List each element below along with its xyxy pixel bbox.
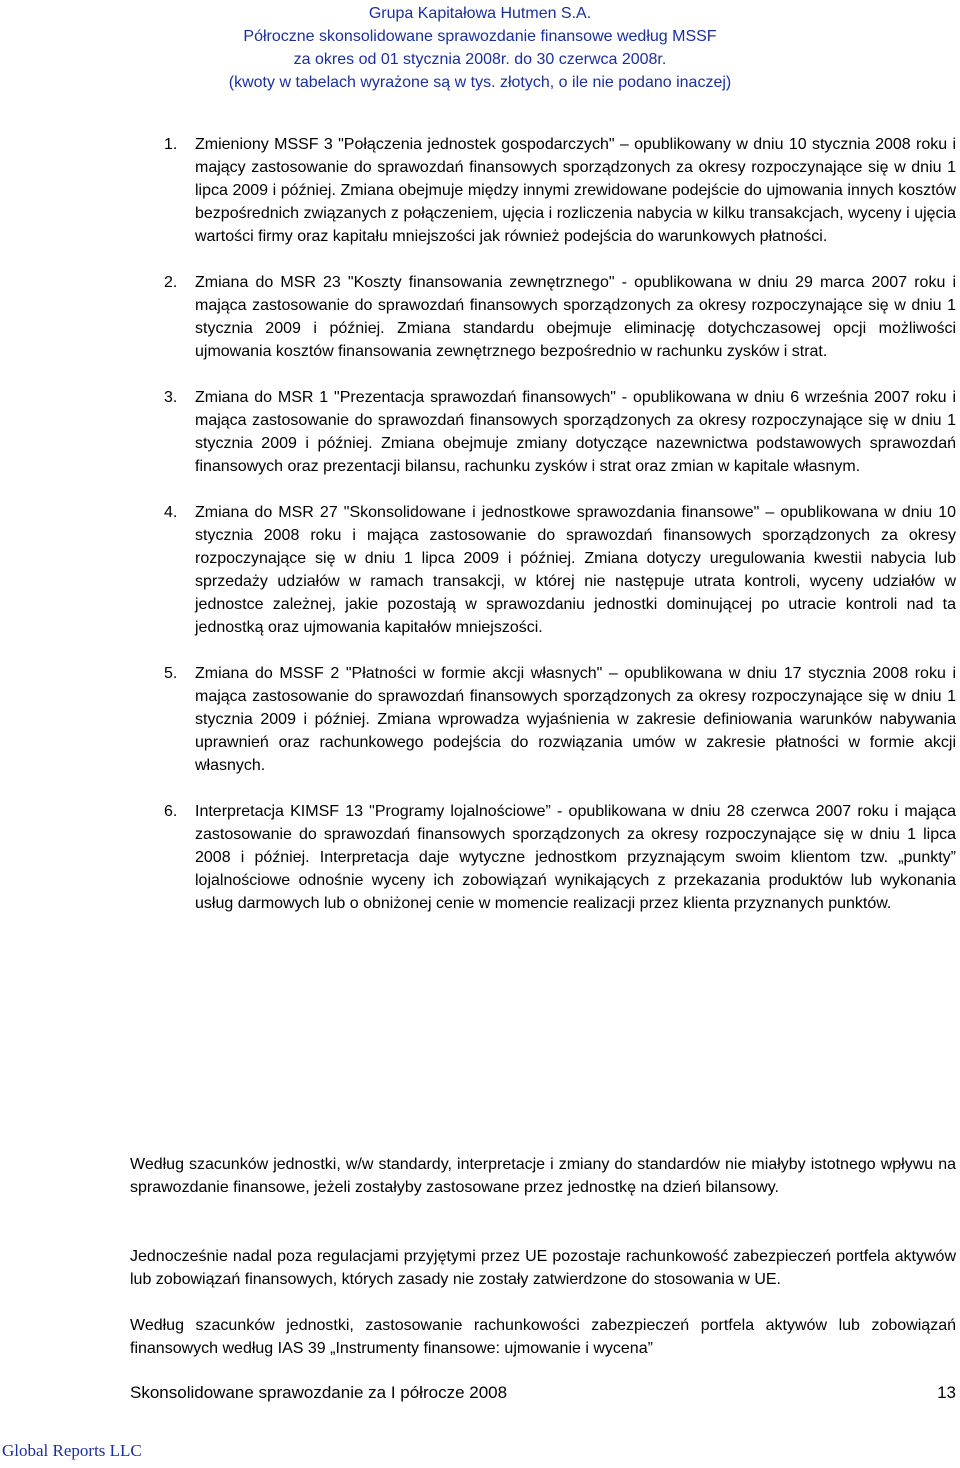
list-item-text: Interpretacja KIMSF 13 "Programy lojalnościowe” - opublikowana w dniu 28 czerwca 2007 roku i mająca zastosowanie do sprawozdań finansowych sporządzonych za okresy rozpoczynające się w dniu 1 lipca 2008 i później. Interpretacja daje wytyczne jednostkom przyznającym swoim klientom tzw. „punkty” lojalnościowe odnośnie wyceny ich zobowiązań wynikających z przekazania produktów lub wykonania usług darmowych lub o obniżonej cenie w momencie realizacji przez klienta przyznanych punktów. <box>195 803 956 912</box>
list-item <box>164 133 956 248</box>
list-item-number: 4. <box>164 504 178 521</box>
list-item-number: 5. <box>164 665 178 682</box>
list-item-number: 6. <box>164 803 178 820</box>
page-footer <box>130 1382 956 1404</box>
standards-changes-list <box>164 133 956 938</box>
list-item-text: Zmiana do MSSF 2 "Płatności w formie akcji własnych" – opublikowana w dniu 17 stycznia 2008 roku i mająca zastosowanie do sprawozdań finansowych sporządzonych za okresy rozpoczynające się w dniu 1 stycznia 2009 i później. Zmiana wprowadza wyjaśnienia w zakresie definiowania warunków nabywania uprawnień oraz rachunkowego podejścia do rozwiązania umów w zakresie płatności w formie akcji własnych. <box>195 665 956 774</box>
list-item <box>164 271 956 363</box>
page-number: 13 <box>937 1383 956 1402</box>
list-item-text: Zmiana do MSR 23 "Koszty finansowania zewnętrznego" - opublikowana w dniu 29 marca 2007 roku i mająca zastosowanie do sprawozdań finansowych sporządzonych za okresy rozpoczynające się w dniu 1 stycznia 2009 i później. Zmiana standardu obejmuje eliminację dotychczasowej opcji możliwości ujmowania kosztów finansowania zewnętrznego bezpośrednio w rachunku zysków i strat. <box>195 274 956 360</box>
report-period: za okres od 01 stycznia 2008r. do 30 czerwca 2008r. <box>293 51 667 68</box>
report-title: Półroczne skonsolidowane sprawozdanie finansowe według MSSF <box>243 28 717 45</box>
list-item-text: Zmieniony MSSF 3 "Połączenia jednostek gospodarczych" – opublikowany w dniu 10 stycznia 2008 roku i mający zastosowanie do sprawozdań finansowych sporządzonych za okresy rozpoczynające się w dniu 1 lipca 2009 i później. Zmiana obejmuje między innymi zrewidowane podejście do ujmowania innych kosztów bezpośrednich związanych z połączeniem, ujęcia i rozliczenia nabycia w kilku transakcjach, wyceny i ujęcia wartości firmy oraz kapitału mniejszości jak również podejścia do warunkowych płatności. <box>195 136 956 245</box>
list-item <box>164 386 956 478</box>
list-item-text: Zmiana do MSR 27 "Skonsolidowane i jednostkowe sprawozdania finansowe" – opublikowana w dniu 10 stycznia 2008 roku i mająca zastosowanie do sprawozdań finansowych sporządzonych za okresy rozpoczynające się w dniu 1 lipca 2009 i później. Zmiana dotyczy uregulowania kwestii nabycia lub sprzedaży udziałów w ramach transakcji, w której nie następuje utrata kontroli, wyceny udziałów w jednostce zależnej, jakie pozostają w sprawozdaniu jednostki dominującej po utracie kontroli nad ta jednostką oraz ujmowania kapitałów mniejszości. <box>195 504 956 636</box>
units-note: (kwoty w tabelach wyrażone są w tys. złotych, o ile nie podano inaczej) <box>228 74 732 91</box>
paragraph-eu-hedge-accounting: Jednocześnie nadal poza regulacjami przyjętymi przez UE pozostaje rachunkowość zabezpieczeń portfela aktywów lub zobowiązań finansowych, których zasady nie zostały zatwierdzone do stosowania w UE. <box>130 1248 956 1288</box>
company-name: Grupa Kapitałowa Hutmen S.A. <box>368 5 592 22</box>
list-item <box>164 800 956 915</box>
brand-watermark: Global Reports LLC <box>2 1441 142 1460</box>
document-header <box>0 2 960 94</box>
list-item-number: 3. <box>164 389 178 406</box>
list-item-number: 2. <box>164 274 178 291</box>
list-item-number: 1. <box>164 136 178 153</box>
footer-title: Skonsolidowane sprawozdanie za I półrocze 2008 <box>130 1383 508 1402</box>
list-item-text: Zmiana do MSR 1 "Prezentacja sprawozdań finansowych" - opublikowana w dniu 6 września 2007 roku i mająca zastosowanie do sprawozdań finansowych sporządzonych za okresy rozpoczynające się w dniu 1 stycznia 2009 i później. Zmiana obejmuje zmiany dotyczące nazewnictwa podstawowych sprawozdań finansowych oraz prezentacji bilansu, rachunku zysków i strat oraz zmian w kapitale własnym. <box>195 389 956 475</box>
list-item <box>164 501 956 639</box>
paragraph-ias39-assessment: Według szacunków jednostki, zastosowanie rachunkowości zabezpieczeń portfela aktywów lub zobowiązań finansowych według IAS 39 „Instrumenty finansowe: ujmowanie i wycena” <box>130 1317 956 1357</box>
list-item <box>164 662 956 777</box>
paragraph-impact-assessment: Według szacunków jednostki, w/w standardy, interpretacje i zmiany do standardów nie miałyby istotnego wpływu na sprawozdanie finansowe, jeżeli zostałyby zastosowane przez jednostkę na dzień bilansowy. <box>130 1156 956 1196</box>
